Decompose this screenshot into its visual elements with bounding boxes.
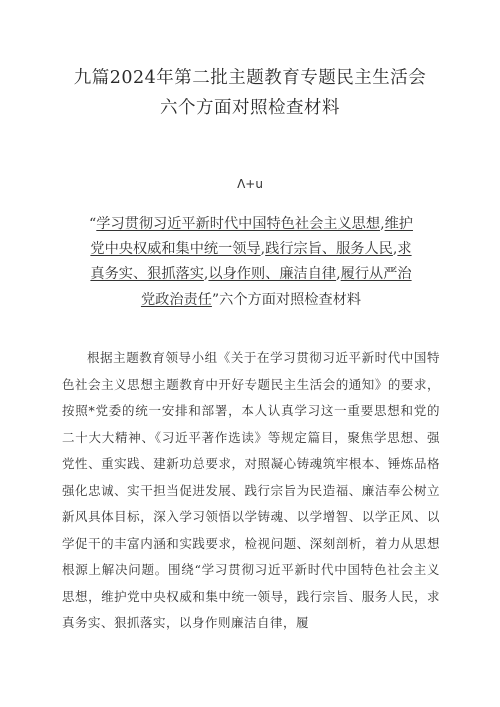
section-subtitle bbox=[86, 212, 416, 313]
document-title-line-2: 六个方面对照检查材料 bbox=[160, 98, 340, 118]
subtitle-separator: , bbox=[392, 241, 398, 258]
body-paragraph: 根据主题教育领导小组《关于在学习贯彻习近平新时代中国特色社会主义思想主题教育中开好专题民主生活会的通知》的要求，按照*党委的统一安排和部署，本人认真学习这一重要思想和党的二十大大精神、《习近平著作选读》等规定篇目，聚焦学思想、强党性、重实践、建新功总要求，对照凝心铸魂筑牢根本、锤炼品格强化忠诚、实干担当促进发展、践行宗旨为民造福、廉洁奉公树立新风具体目标，深入学习领悟以学铸魂、以学增智、以学正风、以学促干的丰富内涵和实践要求，检视问题、深刻剖析，着力从思想根源上解决问题。围绕“学习贯彻习近平新时代中国特色社会主义思想，维护党中央权威和集中统一领导，践行宗旨、服务人民，求真务实、狠抓落实，以身作则廉洁自律，履 bbox=[62, 350, 440, 630]
subtitle-item-2: 维护党中央权威和集中统一领导 bbox=[90, 216, 413, 258]
subtitle-item-4: 求真务实、狠抓落实 bbox=[90, 241, 412, 283]
section-mark: Λ+u bbox=[237, 177, 263, 191]
subtitle-tail: ”六个方面对照检查材料 bbox=[211, 291, 362, 308]
subtitle-separator: , bbox=[336, 266, 341, 283]
subtitle-separator: , bbox=[380, 216, 385, 232]
subtitle-item-6: 履行从严治党政治责任 bbox=[140, 266, 412, 308]
subtitle-separator: , bbox=[203, 266, 209, 283]
subtitle-item-5: 以身作则、廉洁自律 bbox=[208, 266, 337, 283]
subtitle-item-1: 学习贯彻习近平新时代中国特色社会主义思想 bbox=[96, 216, 381, 232]
subtitle-item-3: 践行宗旨、服务人民 bbox=[265, 241, 393, 258]
subtitle-separator: , bbox=[260, 241, 266, 258]
subtitle-quote-open: “ bbox=[89, 216, 97, 232]
document-title-line-1: 九篇2024年第二批主题教育专题民主生活会 bbox=[73, 68, 427, 88]
